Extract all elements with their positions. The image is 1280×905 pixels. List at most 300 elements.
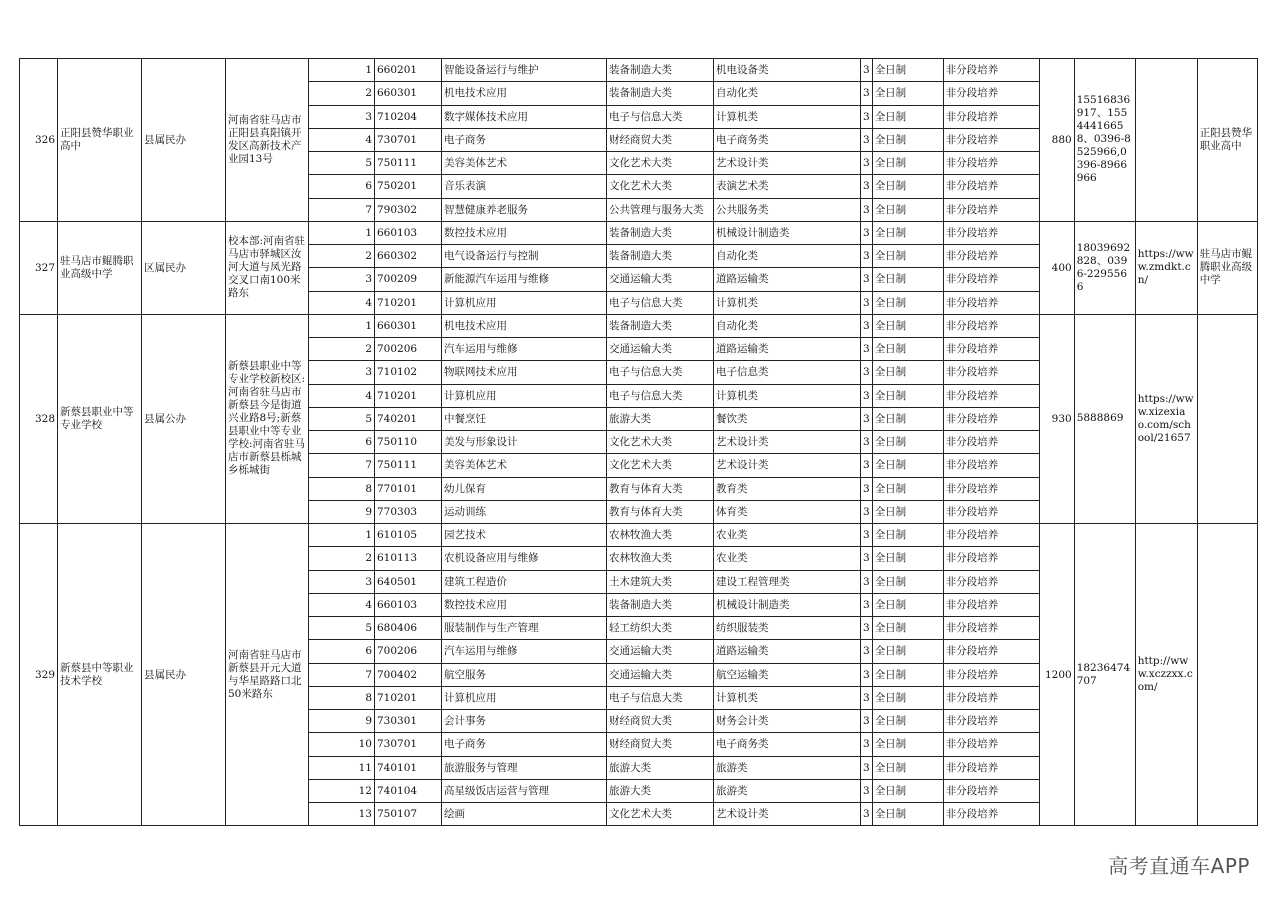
major-subcategory: 计算机类 <box>714 291 861 314</box>
major-subcategory: 计算机类 <box>714 686 861 709</box>
major-subcategory: 机电设备类 <box>714 59 861 82</box>
major-name: 美容美体艺术 <box>442 152 607 175</box>
major-category: 电子与信息大类 <box>607 291 714 314</box>
school-name: 正阳县赞华职业高中 <box>58 59 142 222</box>
study-mode: 全日制 <box>872 570 943 593</box>
major-seq: 2 <box>309 82 375 105</box>
major-subcategory: 电子商务类 <box>714 733 861 756</box>
study-mode: 全日制 <box>872 245 943 268</box>
major-name: 电气设备运行与控制 <box>442 245 607 268</box>
major-code: 660301 <box>375 82 442 105</box>
major-subcategory: 农业类 <box>714 547 861 570</box>
table-row <box>20 59 1258 82</box>
major-subcategory: 艺术设计类 <box>714 431 861 454</box>
major-subcategory: 自动化类 <box>714 314 861 337</box>
training-mode: 非分段培养 <box>943 338 1039 361</box>
study-mode: 全日制 <box>872 431 943 454</box>
major-code: 640501 <box>375 570 442 593</box>
training-mode: 非分段培养 <box>943 407 1039 430</box>
training-mode: 非分段培养 <box>943 617 1039 640</box>
major-name: 数控技术应用 <box>442 221 607 244</box>
training-mode: 非分段培养 <box>943 221 1039 244</box>
study-mode: 全日制 <box>872 82 943 105</box>
major-name: 音乐表演 <box>442 175 607 198</box>
major-years: 3 <box>861 82 873 105</box>
major-code: 700206 <box>375 338 442 361</box>
major-category: 电子与信息大类 <box>607 105 714 128</box>
major-seq: 1 <box>309 221 375 244</box>
major-years: 3 <box>861 663 873 686</box>
major-years: 3 <box>861 384 873 407</box>
major-subcategory: 表演艺术类 <box>714 175 861 198</box>
major-name: 机电技术应用 <box>442 314 607 337</box>
major-seq: 10 <box>309 733 375 756</box>
contact-phone: 5888869 <box>1074 314 1135 523</box>
major-code: 660301 <box>375 314 442 337</box>
major-years: 3 <box>861 686 873 709</box>
major-subcategory: 旅游类 <box>714 756 861 779</box>
major-years: 3 <box>861 268 873 291</box>
major-code: 730701 <box>375 128 442 151</box>
study-mode: 全日制 <box>872 384 943 407</box>
major-category: 农林牧渔大类 <box>607 547 714 570</box>
major-code: 660103 <box>375 593 442 616</box>
study-mode: 全日制 <box>872 338 943 361</box>
training-mode: 非分段培养 <box>943 733 1039 756</box>
study-mode: 全日制 <box>872 314 943 337</box>
major-name: 智能设备运行与维护 <box>442 59 607 82</box>
major-subcategory: 公共服务类 <box>714 198 861 221</box>
major-name: 计算机应用 <box>442 686 607 709</box>
major-name: 汽车运用与维修 <box>442 640 607 663</box>
school-type: 县属民办 <box>142 524 226 826</box>
major-category: 装备制造大类 <box>607 82 714 105</box>
major-code: 700209 <box>375 268 442 291</box>
school-type: 县属民办 <box>142 59 226 222</box>
study-mode: 全日制 <box>872 640 943 663</box>
school-website <box>1135 59 1197 222</box>
major-category: 文化艺术大类 <box>607 431 714 454</box>
major-subcategory: 艺术设计类 <box>714 152 861 175</box>
major-subcategory: 自动化类 <box>714 82 861 105</box>
major-category: 财经商贸大类 <box>607 733 714 756</box>
training-mode: 非分段培养 <box>943 59 1039 82</box>
training-mode: 非分段培养 <box>943 524 1039 547</box>
major-name: 智慧健康养老服务 <box>442 198 607 221</box>
major-seq: 5 <box>309 617 375 640</box>
major-seq: 1 <box>309 524 375 547</box>
major-years: 3 <box>861 803 873 826</box>
major-name: 园艺技术 <box>442 524 607 547</box>
major-years: 3 <box>861 245 873 268</box>
major-name: 物联网技术应用 <box>442 361 607 384</box>
training-mode: 非分段培养 <box>943 198 1039 221</box>
table-row <box>20 524 1258 547</box>
major-name: 计算机应用 <box>442 384 607 407</box>
training-mode: 非分段培养 <box>943 779 1039 802</box>
major-years: 3 <box>861 477 873 500</box>
training-mode: 非分段培养 <box>943 431 1039 454</box>
major-category: 旅游大类 <box>607 779 714 802</box>
major-code: 660302 <box>375 245 442 268</box>
major-seq: 8 <box>309 686 375 709</box>
major-years: 3 <box>861 779 873 802</box>
major-subcategory: 道路运输类 <box>714 268 861 291</box>
major-category: 电子与信息大类 <box>607 384 714 407</box>
major-code: 740104 <box>375 779 442 802</box>
training-mode: 非分段培养 <box>943 710 1039 733</box>
study-mode: 全日制 <box>872 663 943 686</box>
training-mode: 非分段培养 <box>943 477 1039 500</box>
school-website: http://www.xczzxx.com/ <box>1135 524 1197 826</box>
major-code: 710201 <box>375 291 442 314</box>
major-code: 610105 <box>375 524 442 547</box>
major-code: 740201 <box>375 407 442 430</box>
major-subcategory: 农业类 <box>714 524 861 547</box>
major-seq: 4 <box>309 384 375 407</box>
major-seq: 4 <box>309 291 375 314</box>
major-years: 3 <box>861 105 873 128</box>
study-mode: 全日制 <box>872 407 943 430</box>
major-years: 3 <box>861 152 873 175</box>
major-years: 3 <box>861 454 873 477</box>
training-mode: 非分段培养 <box>943 686 1039 709</box>
major-category: 教育与体育大类 <box>607 477 714 500</box>
major-code: 710201 <box>375 686 442 709</box>
major-category: 装备制造大类 <box>607 221 714 244</box>
major-years: 3 <box>861 733 873 756</box>
major-category: 文化艺术大类 <box>607 803 714 826</box>
contact-phone: 18039692828、0396-2295566 <box>1074 221 1135 314</box>
major-name: 美发与形象设计 <box>442 431 607 454</box>
major-seq: 6 <box>309 175 375 198</box>
major-years: 3 <box>861 524 873 547</box>
major-years: 3 <box>861 710 873 733</box>
major-years: 3 <box>861 221 873 244</box>
major-category: 旅游大类 <box>607 756 714 779</box>
major-category: 文化艺术大类 <box>607 175 714 198</box>
major-seq: 2 <box>309 338 375 361</box>
major-name: 服装制作与生产管理 <box>442 617 607 640</box>
study-mode: 全日制 <box>872 128 943 151</box>
major-seq: 7 <box>309 454 375 477</box>
major-years: 3 <box>861 570 873 593</box>
study-mode: 全日制 <box>872 268 943 291</box>
major-name: 汽车运用与维修 <box>442 338 607 361</box>
major-subcategory: 旅游类 <box>714 779 861 802</box>
training-mode: 非分段培养 <box>943 175 1039 198</box>
major-category: 财经商贸大类 <box>607 128 714 151</box>
major-category: 公共管理与服务大类 <box>607 198 714 221</box>
training-mode: 非分段培养 <box>943 454 1039 477</box>
major-years: 3 <box>861 338 873 361</box>
major-subcategory: 电子商务类 <box>714 128 861 151</box>
enrollment-table <box>19 58 1258 826</box>
school-address: 校本部:河南省驻马店市驿城区汝河大道与凤光路交叉口南100米路东 <box>226 221 309 314</box>
major-code: 770303 <box>375 500 442 523</box>
school-type: 区属民办 <box>142 221 226 314</box>
contact-phone: 18236474707 <box>1074 524 1135 826</box>
major-seq: 2 <box>309 245 375 268</box>
major-name: 机电技术应用 <box>442 82 607 105</box>
study-mode: 全日制 <box>872 59 943 82</box>
major-category: 教育与体育大类 <box>607 500 714 523</box>
major-name: 美容美体艺术 <box>442 454 607 477</box>
training-mode: 非分段培养 <box>943 268 1039 291</box>
study-mode: 全日制 <box>872 175 943 198</box>
school-website: https://www.zmdkt.cn/ <box>1135 221 1197 314</box>
major-seq: 6 <box>309 640 375 663</box>
major-category: 交通运输大类 <box>607 640 714 663</box>
study-mode: 全日制 <box>872 477 943 500</box>
school-name: 驻马店市鲲腾职业高级中学 <box>58 221 142 314</box>
study-mode: 全日制 <box>872 710 943 733</box>
major-subcategory: 机械设计制造类 <box>714 221 861 244</box>
major-seq: 8 <box>309 477 375 500</box>
contact-phone: 15516836917、15544416658、0396-8525966,0396-8966966 <box>1074 59 1135 222</box>
major-name: 数控技术应用 <box>442 593 607 616</box>
major-seq: 13 <box>309 803 375 826</box>
major-name: 农机设备应用与维修 <box>442 547 607 570</box>
school-id: 326 <box>20 59 58 222</box>
major-code: 680406 <box>375 617 442 640</box>
major-years: 3 <box>861 59 873 82</box>
study-mode: 全日制 <box>872 105 943 128</box>
major-name: 计算机应用 <box>442 291 607 314</box>
major-name: 旅游服务与管理 <box>442 756 607 779</box>
school-remark <box>1197 524 1257 826</box>
study-mode: 全日制 <box>872 361 943 384</box>
major-name: 数字媒体技术应用 <box>442 105 607 128</box>
school-id: 329 <box>20 524 58 826</box>
study-mode: 全日制 <box>872 454 943 477</box>
major-code: 710204 <box>375 105 442 128</box>
school-address: 河南省驻马店市正阳县真阳镇开发区高新技术产业园13号 <box>226 59 309 222</box>
major-seq: 4 <box>309 128 375 151</box>
major-years: 3 <box>861 617 873 640</box>
major-category: 土木建筑大类 <box>607 570 714 593</box>
table-row <box>20 221 1258 244</box>
major-category: 财经商贸大类 <box>607 710 714 733</box>
school-address: 河南省驻马店市新蔡县开元大道与华星路路口北50米路东 <box>226 524 309 826</box>
major-years: 3 <box>861 407 873 430</box>
major-code: 700402 <box>375 663 442 686</box>
training-mode: 非分段培养 <box>943 314 1039 337</box>
major-seq: 7 <box>309 198 375 221</box>
major-name: 幼儿保育 <box>442 477 607 500</box>
major-name: 建筑工程造价 <box>442 570 607 593</box>
major-category: 装备制造大类 <box>607 59 714 82</box>
training-mode: 非分段培养 <box>943 570 1039 593</box>
major-category: 农林牧渔大类 <box>607 524 714 547</box>
study-mode: 全日制 <box>872 756 943 779</box>
training-mode: 非分段培养 <box>943 291 1039 314</box>
watermark: 高考直通车APP <box>1108 854 1250 878</box>
major-subcategory: 计算机类 <box>714 105 861 128</box>
major-subcategory: 机械设计制造类 <box>714 593 861 616</box>
study-mode: 全日制 <box>872 291 943 314</box>
major-name: 运动训练 <box>442 500 607 523</box>
major-seq: 3 <box>309 105 375 128</box>
school-remark <box>1197 314 1257 523</box>
study-mode: 全日制 <box>872 779 943 802</box>
major-category: 轻工纺织大类 <box>607 617 714 640</box>
major-code: 750201 <box>375 175 442 198</box>
study-mode: 全日制 <box>872 152 943 175</box>
table-body <box>20 59 1258 826</box>
major-seq: 6 <box>309 431 375 454</box>
study-mode: 全日制 <box>872 524 943 547</box>
school-name: 新蔡县中等职业技术学校 <box>58 524 142 826</box>
major-subcategory: 航空运输类 <box>714 663 861 686</box>
major-code: 750107 <box>375 803 442 826</box>
major-code: 750110 <box>375 431 442 454</box>
major-category: 装备制造大类 <box>607 314 714 337</box>
major-category: 电子与信息大类 <box>607 686 714 709</box>
study-mode: 全日制 <box>872 593 943 616</box>
major-seq: 3 <box>309 268 375 291</box>
school-website: https://www.xizexiao.com/school/21657 <box>1135 314 1197 523</box>
school-remark: 正阳县赞华职业高中 <box>1197 59 1257 222</box>
major-category: 文化艺术大类 <box>607 454 714 477</box>
major-code: 750111 <box>375 454 442 477</box>
major-seq: 5 <box>309 152 375 175</box>
school-id: 327 <box>20 221 58 314</box>
major-seq: 3 <box>309 570 375 593</box>
major-code: 790302 <box>375 198 442 221</box>
study-mode: 全日制 <box>872 500 943 523</box>
major-subcategory: 餐饮类 <box>714 407 861 430</box>
major-name: 会计事务 <box>442 710 607 733</box>
major-subcategory: 财务会计类 <box>714 710 861 733</box>
major-seq: 7 <box>309 663 375 686</box>
training-mode: 非分段培养 <box>943 547 1039 570</box>
major-code: 750111 <box>375 152 442 175</box>
major-name: 中餐烹饪 <box>442 407 607 430</box>
major-seq: 11 <box>309 756 375 779</box>
study-mode: 全日制 <box>872 617 943 640</box>
major-name: 新能源汽车运用与维修 <box>442 268 607 291</box>
major-category: 交通运输大类 <box>607 663 714 686</box>
enrollment-plan: 930 <box>1039 314 1074 523</box>
enrollment-plan: 1200 <box>1039 524 1074 826</box>
major-seq: 1 <box>309 59 375 82</box>
major-years: 3 <box>861 431 873 454</box>
major-years: 3 <box>861 756 873 779</box>
training-mode: 非分段培养 <box>943 640 1039 663</box>
major-years: 3 <box>861 314 873 337</box>
training-mode: 非分段培养 <box>943 361 1039 384</box>
major-name: 高星级饭店运营与管理 <box>442 779 607 802</box>
major-name: 电子商务 <box>442 128 607 151</box>
school-remark: 驻马店市鲲腾职业高级中学 <box>1197 221 1257 314</box>
study-mode: 全日制 <box>872 733 943 756</box>
major-seq: 12 <box>309 779 375 802</box>
major-code: 610113 <box>375 547 442 570</box>
major-years: 3 <box>861 291 873 314</box>
training-mode: 非分段培养 <box>943 593 1039 616</box>
major-years: 3 <box>861 593 873 616</box>
school-id: 328 <box>20 314 58 523</box>
major-code: 710201 <box>375 384 442 407</box>
major-years: 3 <box>861 198 873 221</box>
major-category: 电子与信息大类 <box>607 361 714 384</box>
major-subcategory: 艺术设计类 <box>714 454 861 477</box>
study-mode: 全日制 <box>872 547 943 570</box>
major-subcategory: 电子信息类 <box>714 361 861 384</box>
school-address: 新蔡县职业中等专业学校新校区:河南省驻马店市新蔡县今是街道兴业路8号;新蔡县职业中等专业学校:河南省驻马店市新蔡县栎城乡栎城街 <box>226 314 309 523</box>
major-category: 装备制造大类 <box>607 245 714 268</box>
major-category: 装备制造大类 <box>607 593 714 616</box>
major-code: 700206 <box>375 640 442 663</box>
major-subcategory: 艺术设计类 <box>714 803 861 826</box>
study-mode: 全日制 <box>872 198 943 221</box>
major-years: 3 <box>861 361 873 384</box>
major-years: 3 <box>861 640 873 663</box>
major-years: 3 <box>861 175 873 198</box>
major-code: 740101 <box>375 756 442 779</box>
major-subcategory: 自动化类 <box>714 245 861 268</box>
major-category: 交通运输大类 <box>607 338 714 361</box>
training-mode: 非分段培养 <box>943 245 1039 268</box>
major-code: 730701 <box>375 733 442 756</box>
training-mode: 非分段培养 <box>943 663 1039 686</box>
training-mode: 非分段培养 <box>943 152 1039 175</box>
major-years: 3 <box>861 547 873 570</box>
major-code: 730301 <box>375 710 442 733</box>
major-seq: 2 <box>309 547 375 570</box>
major-seq: 9 <box>309 710 375 733</box>
major-subcategory: 体育类 <box>714 500 861 523</box>
major-seq: 4 <box>309 593 375 616</box>
training-mode: 非分段培养 <box>943 384 1039 407</box>
table-row <box>20 314 1258 337</box>
major-seq: 5 <box>309 407 375 430</box>
training-mode: 非分段培养 <box>943 500 1039 523</box>
study-mode: 全日制 <box>872 221 943 244</box>
major-code: 770101 <box>375 477 442 500</box>
major-seq: 1 <box>309 314 375 337</box>
major-name: 航空服务 <box>442 663 607 686</box>
training-mode: 非分段培养 <box>943 82 1039 105</box>
major-code: 660201 <box>375 59 442 82</box>
training-mode: 非分段培养 <box>943 756 1039 779</box>
major-code: 710102 <box>375 361 442 384</box>
major-years: 3 <box>861 500 873 523</box>
training-mode: 非分段培养 <box>943 803 1039 826</box>
enrollment-plan: 880 <box>1039 59 1074 222</box>
study-mode: 全日制 <box>872 803 943 826</box>
major-category: 旅游大类 <box>607 407 714 430</box>
major-subcategory: 纺织服装类 <box>714 617 861 640</box>
training-mode: 非分段培养 <box>943 128 1039 151</box>
major-seq: 9 <box>309 500 375 523</box>
school-type: 县属公办 <box>142 314 226 523</box>
major-subcategory: 道路运输类 <box>714 338 861 361</box>
major-subcategory: 建设工程管理类 <box>714 570 861 593</box>
major-code: 660103 <box>375 221 442 244</box>
major-name: 绘画 <box>442 803 607 826</box>
school-name: 新蔡县职业中等专业学校 <box>58 314 142 523</box>
study-mode: 全日制 <box>872 686 943 709</box>
training-mode: 非分段培养 <box>943 105 1039 128</box>
major-subcategory: 计算机类 <box>714 384 861 407</box>
major-category: 交通运输大类 <box>607 268 714 291</box>
enrollment-plan: 400 <box>1039 221 1074 314</box>
major-subcategory: 道路运输类 <box>714 640 861 663</box>
major-years: 3 <box>861 128 873 151</box>
major-seq: 3 <box>309 361 375 384</box>
